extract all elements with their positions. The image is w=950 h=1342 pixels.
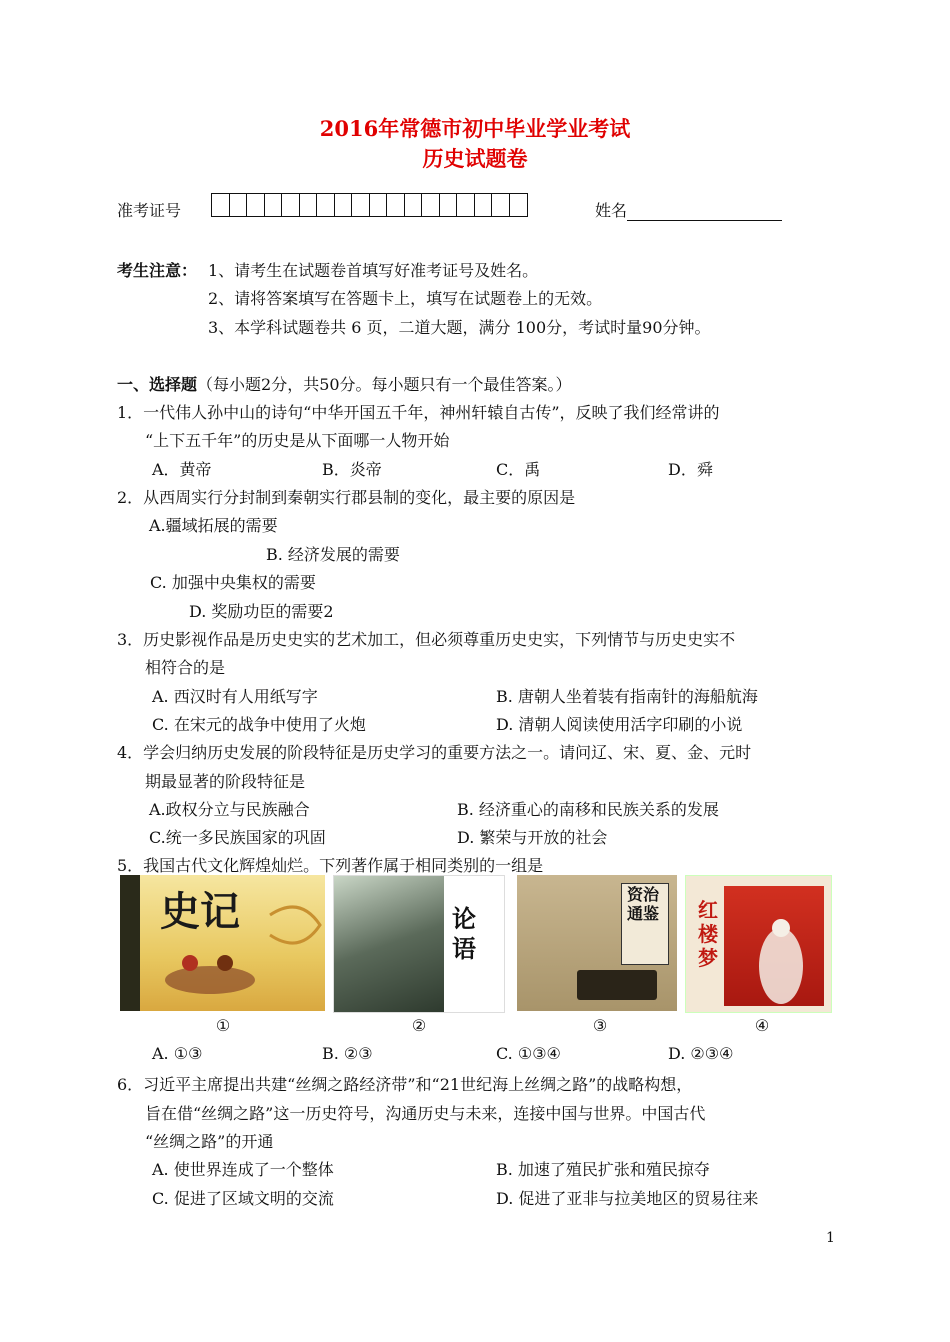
q2-option-d: D. 奖励功臣的需要2	[189, 602, 334, 621]
q6-text-2: 旨在借“丝绸之路”这一历史符号，沟通历史与未来，连接中国与世界。中国古代	[145, 1104, 706, 1123]
landscape-painting	[334, 876, 444, 1012]
q3-text-1: 3．历史影视作品是历史史实的艺术加工，但必须尊重历史史实，下列情节与历史史实不	[117, 630, 736, 649]
q4-text-1: 4．学会归纳历史发展的阶段特征是历史学习的重要方法之一。请问辽、宋、夏、金、元时	[117, 743, 752, 762]
section-heading	[117, 372, 572, 395]
page-number: 1	[826, 1230, 835, 1246]
book-title-hongloumeng: 红楼梦	[698, 898, 718, 970]
q5-option-b: B. ②③	[322, 1044, 373, 1063]
q3-option-a: A. 西汉时有人用纸写字	[152, 687, 318, 706]
q6-option-a: A. 使世界连成了一个整体	[152, 1160, 334, 1179]
q4-option-c: C.统一多民族国家的巩固	[149, 828, 326, 847]
name-underline	[627, 202, 782, 221]
q6-text-1: 6．习近平主席提出共建“丝绸之路经济带”和“21世纪海上丝绸之路”的战略构想，	[117, 1075, 693, 1094]
book-cover-lunyu	[333, 875, 505, 1013]
book-caption-3: ③	[592, 1016, 608, 1035]
q4-option-b: B. 经济重心的南移和民族关系的发展	[457, 800, 719, 819]
section-title: 一、选择题	[117, 375, 198, 394]
name-label: 姓名	[595, 201, 628, 220]
exam-title: 2016年常德市初中毕业学业考试	[319, 116, 631, 141]
book-title-zizhitongjian: 资治通鉴	[627, 885, 660, 923]
book-caption-4: ④	[754, 1016, 770, 1035]
q1-option-a: A．黄帝	[152, 460, 212, 479]
book-caption-2: ②	[411, 1016, 427, 1035]
q5-option-c: C. ①③④	[496, 1044, 561, 1063]
q6-option-d: D. 促进了亚非与拉美地区的贸易往来	[496, 1189, 759, 1208]
q2-option-b: B. 经济发展的需要	[266, 545, 400, 564]
notice-label: 考生注意：	[117, 261, 198, 280]
q4-option-d: D. 繁荣与开放的社会	[457, 828, 608, 847]
q1-text-2: “上下五千年”的历史是从下面哪一人物开始	[145, 431, 450, 450]
q2-text-1: 2．从西周实行分封制到秦朝实行郡县制的变化，最主要的原因是	[117, 488, 576, 507]
q5-option-d: D. ②③④	[668, 1044, 734, 1063]
q5-option-a: A. ①③	[152, 1044, 203, 1063]
name-field[interactable]	[595, 198, 782, 221]
q4-text-2: 期最显著的阶段特征是	[145, 772, 306, 791]
book-cover-hongloumeng	[685, 875, 832, 1013]
q4-option-a: A.政权分立与民族融合	[149, 800, 310, 819]
exam-id-label: 准考证号	[117, 201, 182, 220]
section-desc: （每小题2分，共50分。每小题只有一个最佳答案。）	[197, 375, 572, 394]
notice-item-1: 1、请考生在试题卷首填写好准考证号及姓名。	[208, 261, 539, 280]
book-title-shiji: 史记	[160, 888, 240, 935]
q2-option-a: A.疆域拓展的需要	[149, 516, 278, 535]
exam-subtitle: 历史试题卷	[422, 146, 528, 171]
exam-id-boxes[interactable]	[211, 193, 528, 217]
q1-text-1: 1．一代伟人孙中山的诗句“中华开国五千年，神州轩辕自古传”，反映了我们经常讲的	[117, 403, 720, 422]
q3-option-b: B. 唐朝人坐着装有指南针的海船航海	[496, 687, 758, 706]
notice-item-3: 3、本学科试题卷共 6 页，二道大题，满分 100分，考试时量90分钟。	[208, 318, 711, 337]
book-cover-zizhitongjian	[517, 875, 677, 1011]
book-cover-shiji	[120, 875, 325, 1011]
book-title-lunyu: 论语	[452, 904, 476, 963]
ink-stone	[577, 970, 657, 1000]
q3-text-2: 相符合的是	[145, 658, 226, 677]
q1-option-c: C．禹	[496, 460, 541, 479]
q2-option-c: C. 加强中央集权的需要	[150, 573, 316, 592]
q1-option-d: D．舜	[668, 460, 713, 479]
book-caption-1: ①	[215, 1016, 231, 1035]
notice-item-2: 2、请将答案填写在答题卡上，填写在试题卷上的无效。	[208, 289, 603, 308]
q6-option-c: C. 促进了区域文明的交流	[152, 1189, 334, 1208]
q3-option-c: C. 在宋元的战争中使用了火炮	[152, 715, 366, 734]
q1-option-b: B．炎帝	[322, 460, 382, 479]
q3-option-d: D. 清朝人阅读使用活字印刷的小说	[496, 715, 743, 734]
q5-text-1: 5．我国古代文化辉煌灿烂。下列著作属于相同类别的一组是	[117, 856, 544, 875]
q6-option-b: B. 加速了殖民扩张和殖民掠夺	[496, 1160, 710, 1179]
q6-text-3: “丝绸之路”的开通	[145, 1132, 274, 1151]
